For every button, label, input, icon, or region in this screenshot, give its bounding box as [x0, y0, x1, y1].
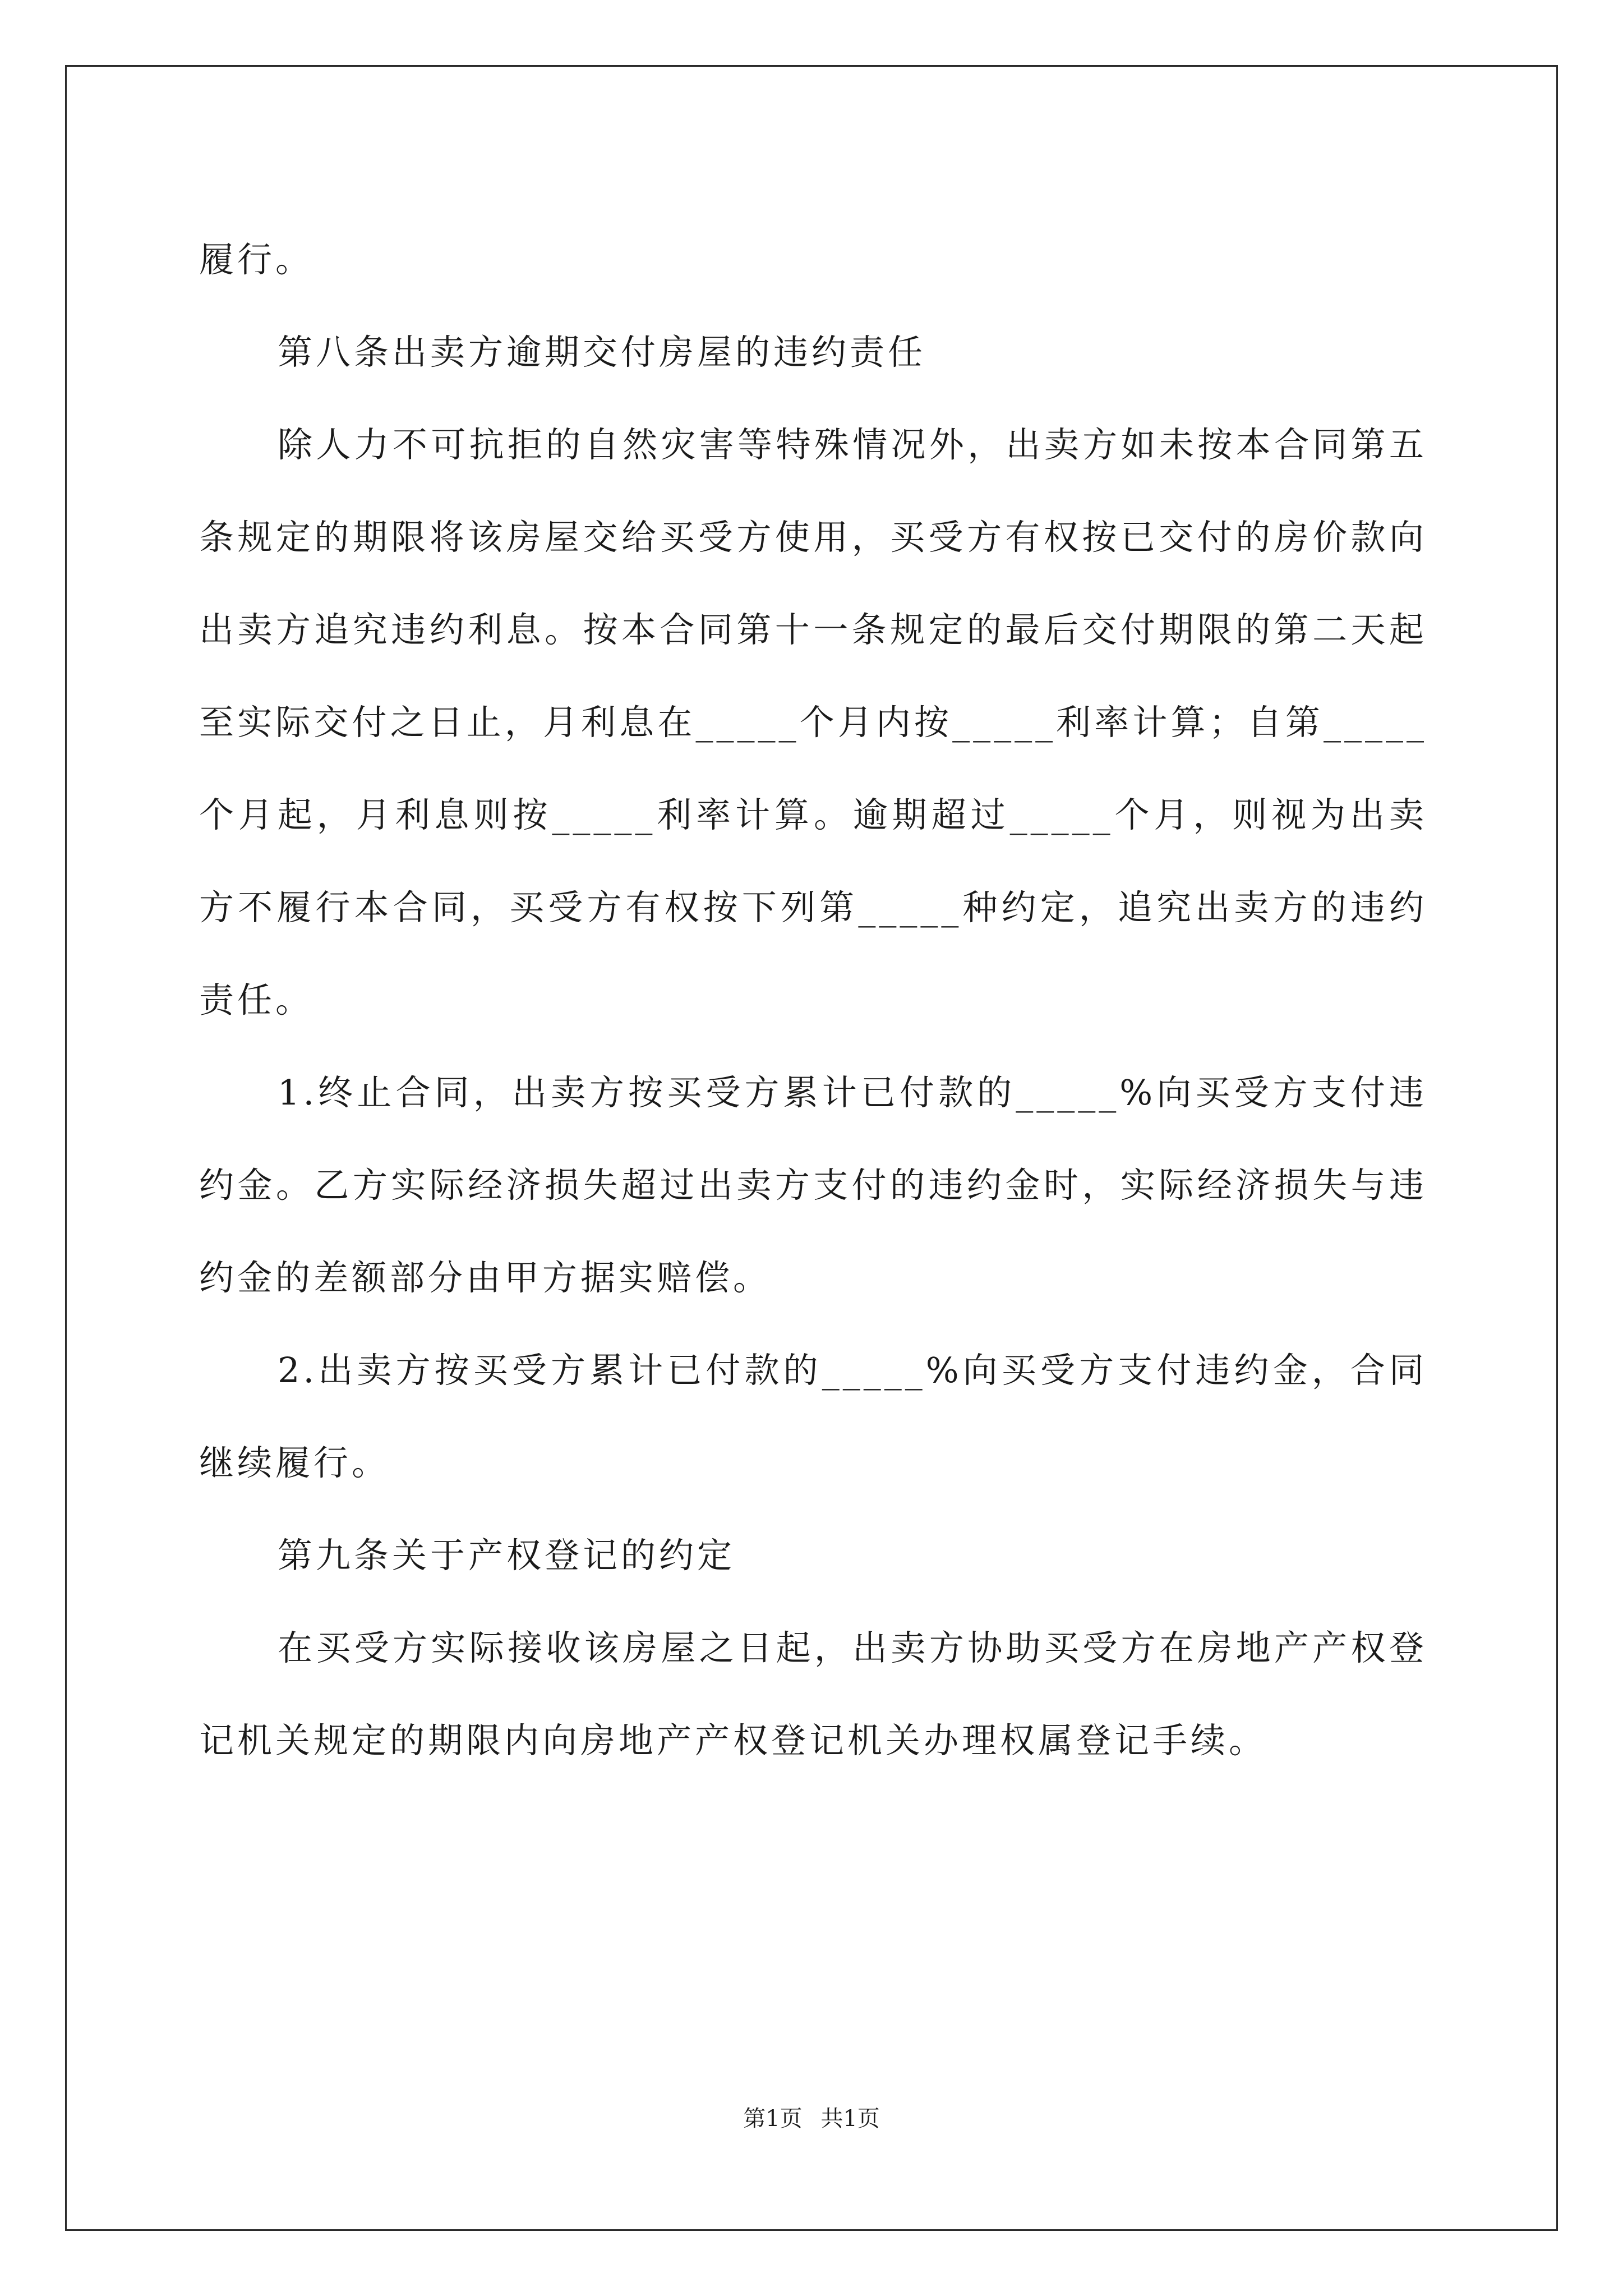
- paragraph-continuation: 履行。: [199, 239, 314, 280]
- page-total: 共1页: [820, 2106, 880, 2132]
- page-number: 第1页: [743, 2106, 803, 2132]
- document-body: [199, 213, 1427, 1787]
- article-8-heading: 第八条出卖方逾期交付房屋的违约责任: [278, 332, 926, 372]
- article-9-body: 在买受方实际接收该房屋之日起，出卖方协助买受方在房地产产权登记机关规定的期限内向房地产产权登记机关办理权属登记手续。: [199, 1627, 1427, 1761]
- page-footer: [0, 2101, 1623, 2133]
- article-9-heading: 第九条关于产权登记的约定: [278, 1535, 736, 1576]
- option-2-paragraph: 2.出卖方按买受方累计已付款的_____%向买受方支付违约金，合同继续履行。: [199, 1350, 1427, 1483]
- option-1-paragraph: 1.终止合同，出卖方按买受方累计已付款的_____%向买受方支付违约金。乙方实际经济损失超过出卖方支付的违约金时，实际经济损失与违约金的差额部分由甲方据实赔偿。: [199, 1072, 1427, 1298]
- article-8-body: 除人力不可抗拒的自然灾害等特殊情况外，出卖方如未按本合同第五条规定的期限将该房屋交给买受方使用，买受方有权按已交付的房价款向出卖方追究违约利息。按本合同第十一条规定的最后交付期限的第二天起至实际交付之日止，月利息在_____个月内按_____利率计算；自第_____个月起，月利息则按_____利率计算。逾期超过_____个月，则视为出卖方不履行本合同，买受方有权按下列第_____种约定，追究出卖方的违约责任。: [199, 424, 1427, 1020]
